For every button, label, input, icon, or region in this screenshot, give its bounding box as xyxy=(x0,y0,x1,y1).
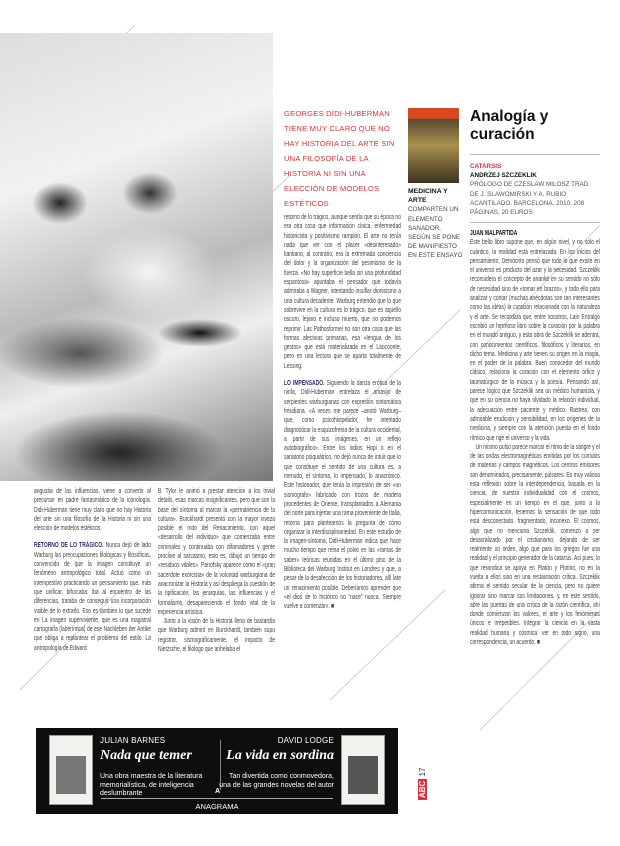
divider xyxy=(101,798,333,799)
article-column-1 xyxy=(34,486,151,652)
ad-author-right: DAVID LODGE xyxy=(277,736,334,745)
article-column-3 xyxy=(284,212,401,610)
review-column xyxy=(470,228,600,646)
ad-blurb-left: Una obra maestra de la literatura memorialística, de inteligencia deslumbrante xyxy=(100,773,203,798)
book-title: CATARSIS xyxy=(470,163,502,170)
pull-quote: GEORGES DIDI-HUBERMAN TIENE MUY CLARO QUE NO HAY HISTORIA DEL ARTE SIN UNA FILOSOFÍA DE LA HISTORIA NI SIN UNA ELECCIÓN DE MODELOS ESTÉTICOS xyxy=(284,109,395,208)
book-cover-la-vida-en-sordina xyxy=(341,735,385,805)
subheading: LO IMPENSADO. xyxy=(284,378,325,388)
article-photo xyxy=(0,33,273,481)
paragraph xyxy=(34,540,151,652)
book-info xyxy=(470,162,605,217)
review-headline: Analogía y curación xyxy=(470,108,549,143)
subheading: RETORNO DE LO TRÁGICO. xyxy=(34,540,104,550)
reviewer-name: JUAN MALPARTIDA xyxy=(470,228,518,237)
book-cover-image xyxy=(408,108,459,183)
ad-blurb-right: Tan divertida como conmovedora, una de las grandes novelas del autor xyxy=(219,773,334,789)
paragraph: Un mismo pulso parece marcar el ritmo de la sangre y el de las ondas electromagnéticas emitidas por los cúmulos de materias y campos magnéticos. Los centros emisores son denominados, precisamente, púlsares. Es muy valiosa esta reflexión sobre la interdependencia, basada en la ciencia, de nuestra individualidad con el cosmos, especialmente en un tiempo en el que, junto a la hipercomunicación, tenemos la sensación de que todo está desconectado, fragmentado, inconexo. El cosmos, algo que no menciona Szczeklik, comenzó a ser desacralizado por el cristianismo, dejando de ser realmente un orden, algo que para los griegos fue una realidad y el principio generador de la catarsis. Así pues, lo que reivindica se apoya en Platón y Plotino, no en la vuelta a ellos sino en una restauración crítica. Szczeklik afirma el sentido secular de la ciencia, pero no quiere ignorar sino marcar sus limitaciones, y, en este sentido, abre las puertas de una crítica de la razón científica, ahí donde comienzan los valores, el arte y los fenómenos únicos e irrepetibles. Integrar la ciencia en la vasta realidad humana y cósmica: ver en todo signo, una correspondencia, un acuerdo. ■ xyxy=(470,441,600,647)
photo-caption xyxy=(408,187,464,261)
abc-logo: ABC xyxy=(418,780,427,798)
book-details: PRÓLOGO DE CZESLAW MILOSZ TRAD. DE J. SLAWOMIRSKI Y A. RUBIO ACANTILADO. BARCELONA, 2010. 208 PÁGINAS, 20 EUROS xyxy=(470,181,591,217)
paragraph: angustia de las influencias, viene a convertir al precursor en padre fantasmático de la iconología. Didi-Huberman tiene muy claro que no hay Historia del arte sin una filosofía de la Historia ni sin una elección de modelos estéticos. xyxy=(34,486,151,533)
paragraph: Junto a la visión de la Historia llena de bastardía que Warburg admiró en Burckhardt, también supo registrar, sismográficamente, el impacto de Nietzsche, el filólogo que anhelaba el xyxy=(158,616,275,654)
article-column-2 xyxy=(158,486,275,653)
ad-title-left: Nada que temer xyxy=(100,748,192,763)
caption-title: MEDICINA Y ARTE xyxy=(408,188,448,205)
paragraph: Este bello libro supone que, en algún nivel, y no sólo el cuántico, la realidad está entrelazada. En los inicios del pensamiento, Demócrito pensó que todo lo que existe en el universo es producto del azar y la necesidad. Szczeklik reconsidera el concepto de ananké en su sentido no sólo de necesidad sino de «tomar en brazos», y todo ello para analizar y contar (muchas anécdotas son tan interesantes como las ideas) la curación relacionada con la naturaleza y el arte. Se recordará que, entre nosotros, Laín Entralgo escribió un hermoso libro sobre la curación por la palabra en el mundo antiguo, y esta obra de Szczeklik se adentra, con conocimientos científicos, filosóficos y literarios, en dicho tema. Medicina y arte tienen su origen en la magia, en el poder de la palabra. Buen conocedor del mundo clásico, relaciona la curación con el elemento órfico y taumatúrgico de la música y la poesía. Pensando así, parece lógico que Szczeklik sea un médico humanista, y que en su ciencia no haya olvidado la relación individual, la adecuación entre paciente y médico. Rastrea, con admirable erudición y sensibilidad, en los orígenes de la medicina, y siempre con la atención puesta en el fondo rítmico que rige el universo y la vida. xyxy=(470,237,600,442)
divider xyxy=(470,154,600,155)
paragraph xyxy=(284,378,401,610)
caption-text: COMPARTEN UN ELEMENTO SANADOR, SEGÚN SE PONE DE MANIFIESTO EN ESTE ENSAYO xyxy=(408,206,463,260)
ad-author-left: JULIAN BARNES xyxy=(100,736,166,745)
book-cover-nada-que-temer xyxy=(49,735,93,805)
paragraph: B. Tylor le animó a prestar atención a los trivial details, esas marcas insignificantes, pero que son la base del síntoma al marcar la «permanencia de la cultura». Burckhardt presentó con la mayor viveza posible el mito del Renacimiento, con aquel «desarrollo del individuo» que comenzaba entre criminales y continuaba con difamadores y gente proclive al sarcasmo, esto es, dibujó un tiempo de «residuos vitales». Panofsky aparece como el «gran sacerdote exorcista» de la voluntad warburgiana de anacronizar la Historia y así despliega la cuestión de la tipificación, las jerarquías, las influencias y el formalismo, desapareciendo el fondo vital de la experiencia artística. xyxy=(158,486,275,616)
ad-title-right: La vida en sordina xyxy=(226,748,334,763)
paragraph-text: Nunca dejó de lado Warburg las preocupaciones filológicas y filosóficas, convencido de que la imagen constituye un fenómeno antropológico total. Actuó como un intempestivo practicando un pensamiento que, más que unificar, bifurcaba: iba al encuentro de las diferencias, trataba de conseguir una incorporación visible de lo extraño. Eso es también lo que sucede en La imagen superviviente, que es una magistral cartografía (laberíntica) de ese Nachleben der Antike que obliga a replantear el problema del estilo. La antropología de Edward xyxy=(34,540,151,652)
divider xyxy=(470,222,600,223)
book-author: ANDRZEJ SZCZEKLIK xyxy=(470,172,537,180)
page-number-value: 17 xyxy=(418,767,427,777)
anagrama-advertisement[interactable] xyxy=(36,728,398,814)
publisher-name: ANAGRAMA xyxy=(195,802,239,811)
anagrama-logo: A xyxy=(215,788,221,795)
page-number xyxy=(418,768,427,800)
paragraph: retorno de lo trágico, aunque sentía que su época no era otra cosa que información cínica, enfermedad historicista y positivismo ramplón. El arte no tenía nada que ver con el placer «desinteresado» kantiano, al contrario, era la extremada conciencia del dolor y la organización del pesimismo de la fuerza. «No hay superficie bella sin una profundidad espantosa» apuntaba el pensador que todavía admiraba a Wagner, intentando insuflar dionisismo a una cultura decadente. Warburg entendió que lo que sobrevive en la cultura es lo trágico, que es aquello oscuro, lejano e incluso muerto, que no podemos reprimir. Las Pathosformel no son otra cosa que las formas afectivas primarias, esa «lengua de los gestos» que está materializada en el Laocoonte, pero en una lectura que se aparta totalmente de Lessing. xyxy=(284,212,401,370)
paragraph-text: Siguiendo la danza erótica de la ninfa, Didi-Huberman entrelaza el amasijo de serpientes warburgianas con expresión sintomática freudiana. «A veces me parece –anotó Warburg– que, como psicohistoriador, he intentado diagnosticar la esquizofrenia de la cultura occidental, a partir de sus imágenes, en un reflejo autobiográfico». Entre los indios Hopi o en el sanatorio psiquiátrico, no dejó nunca de intuir que lo que constituye el sentido de una cultura es, a menudo, el síntoma, lo impensado, lo anacrónico. Este historiador, que tenía la impresión de ser «un sismógrafo» fabricado con trozos de madera procedentes de Oriente, transplantados a Alemania del norte para injertar una rama proveniente de Italia, retorna para plantearnos la pregunta de cómo organizar la interdisciplinariedad. En este estudio de la imagen-síntoma, Didi-Huberman indica que hace mucho tiempo que reina el polvo en las «ramas de saber» teóricas reunidas en el último piso de la Biblioteca del Warburg Institut en Londres y que, a pesar de la desafección de los historiadores, allí late un renacimiento posible. Deberíamos aprender que «el dios de lo histórico no “nace” nunca. Siempre vuelve a comenzar». ■ xyxy=(284,378,401,611)
